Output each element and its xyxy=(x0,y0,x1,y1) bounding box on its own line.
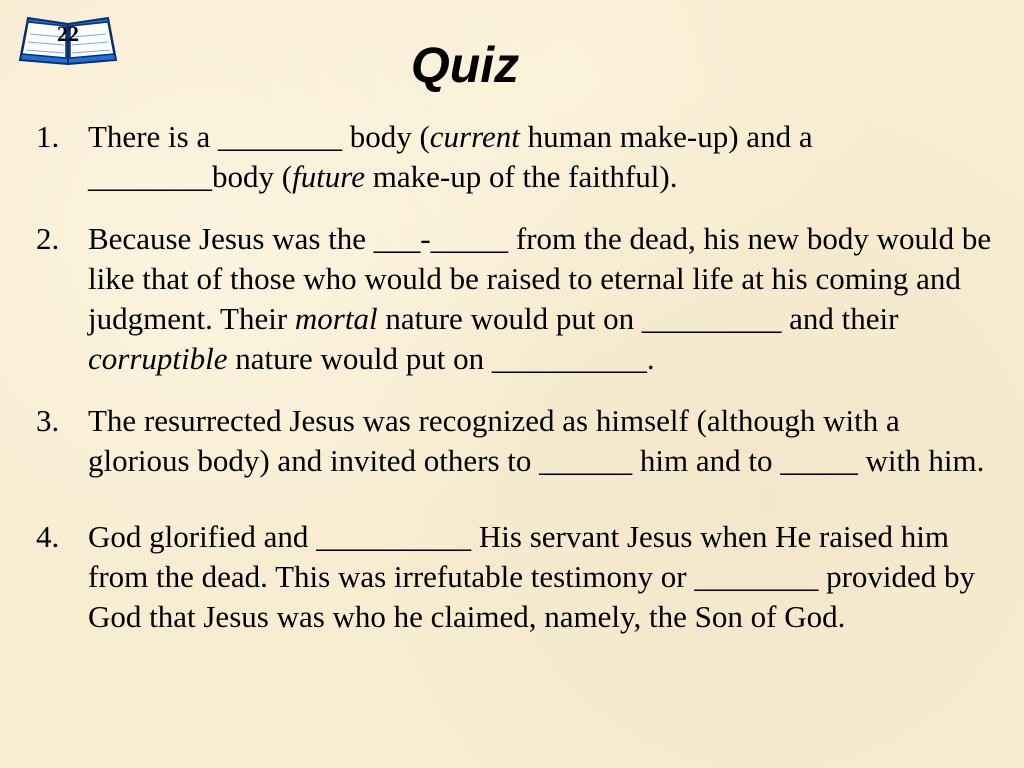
question-number: 2. xyxy=(36,221,60,256)
quiz-question-3 xyxy=(36,401,996,481)
italic-term: future xyxy=(292,159,365,194)
slide-number: 22 xyxy=(57,21,79,46)
quiz-question-2 xyxy=(36,219,996,379)
question-text: There is a ________ body ( xyxy=(88,119,430,154)
quiz-question-4 xyxy=(36,517,996,637)
question-text: make-up of the faithful). xyxy=(364,159,678,194)
quiz-question-1 xyxy=(36,117,996,197)
question-text: Because Jesus was the ___-_____ from the dead, his new body would be like that of those who would be raised to eternal life at his coming and judgment. Their xyxy=(88,221,992,336)
slide-title: Quiz xyxy=(410,37,520,93)
question-text: The resurrected Jesus was recognized as himself (although with a glorious body) and invited others to ______ him and to _____ with him. xyxy=(88,403,985,478)
question-text: nature would put on _________ and their xyxy=(377,301,899,336)
quiz-list xyxy=(36,117,996,637)
question-number: 1. xyxy=(36,119,60,154)
question-number: 3. xyxy=(36,403,60,438)
question-text: human make-up) and a ________body ( xyxy=(88,119,813,194)
italic-term: corruptible xyxy=(88,341,228,376)
question-text: God glorified and __________ His servant Jesus when He raised him from the dead. This was irrefutable testimony or ________ provided by God that Jesus was who he claimed, namely, the Son of God. xyxy=(88,519,976,634)
question-text: nature would put on __________. xyxy=(227,341,655,376)
italic-term: current xyxy=(429,119,520,154)
italic-term: mortal xyxy=(294,301,378,336)
question-number: 4. xyxy=(36,519,60,554)
